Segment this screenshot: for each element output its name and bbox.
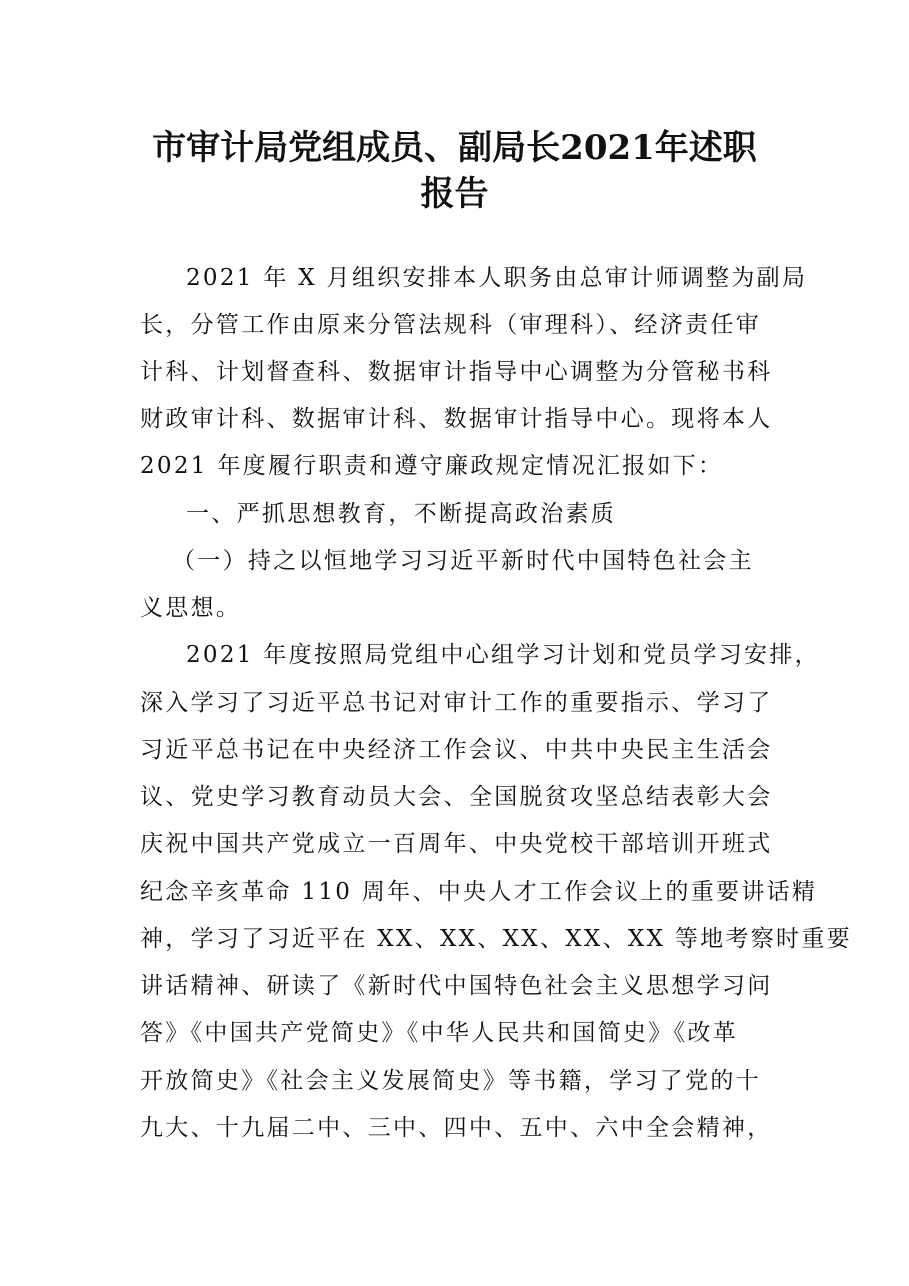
- document-title-line-1: 市审计局党组成员、副局长2021年述职: [152, 128, 757, 168]
- document-title-line-2: 报告: [420, 174, 489, 214]
- paragraph-line: 习近平总书记在中央经济工作会议、中共中央民主生活会: [140, 737, 773, 763]
- paragraph-line: 答》《中国共产党简史》《中华人民共和国简史》《改革: [140, 1020, 738, 1046]
- paragraph-line: 九大、十九届二中、三中、四中、五中、六中全会精神，: [140, 1115, 773, 1141]
- paragraph-line: 2021 年度按照局党组中心组学习计划和党员学习安排，: [186, 642, 820, 668]
- paragraph-line: 议、党史学习教育动员大会、全国脱贫攻坚总结表彰大会: [140, 784, 773, 810]
- paragraph-line: 长，分管工作由原来分管法规科（审理科）、经济责任审: [140, 312, 761, 338]
- paragraph-line: 2021 年度履行职责和遵守廉政规定情况汇报如下：: [140, 453, 724, 479]
- paragraph-line: 义思想。: [140, 595, 242, 621]
- paragraph-line: 计科、计划督查科、数据审计指导中心调整为分管秘书科: [140, 359, 773, 385]
- paragraph-line: 深入学习了习近平总书记对审计工作的重要指示、学习了: [140, 690, 773, 716]
- subsection-heading: （一）持之以恒地学习习近平新时代中国特色社会主: [172, 548, 754, 574]
- paragraph-line: 纪念辛亥革命 110 周年、中央人才工作会议上的重要讲话精: [140, 879, 818, 905]
- paragraph-line: 讲话精神、研读了《新时代中国特色社会主义思想学习问: [140, 973, 773, 999]
- section-heading: 一、严抓思想教育，不断提高政治素质: [186, 501, 617, 527]
- paragraph-line: 庆祝中国共产党成立一百周年、中央党校干部培训开班式: [140, 831, 773, 857]
- paragraph-line: 财政审计科、数据审计科、数据审计指导中心。现将本人: [140, 406, 773, 432]
- paragraph-line: 开放简史》《社会主义发展简史》等书籍，学习了党的十: [140, 1068, 761, 1094]
- paragraph-line: 2021 年 X 月组织安排本人职务由总审计师调整为副局: [186, 265, 808, 291]
- paragraph-line: 神，学习了习近平在 XX、XX、XX、XX、XX 等地考察时重要: [140, 926, 852, 952]
